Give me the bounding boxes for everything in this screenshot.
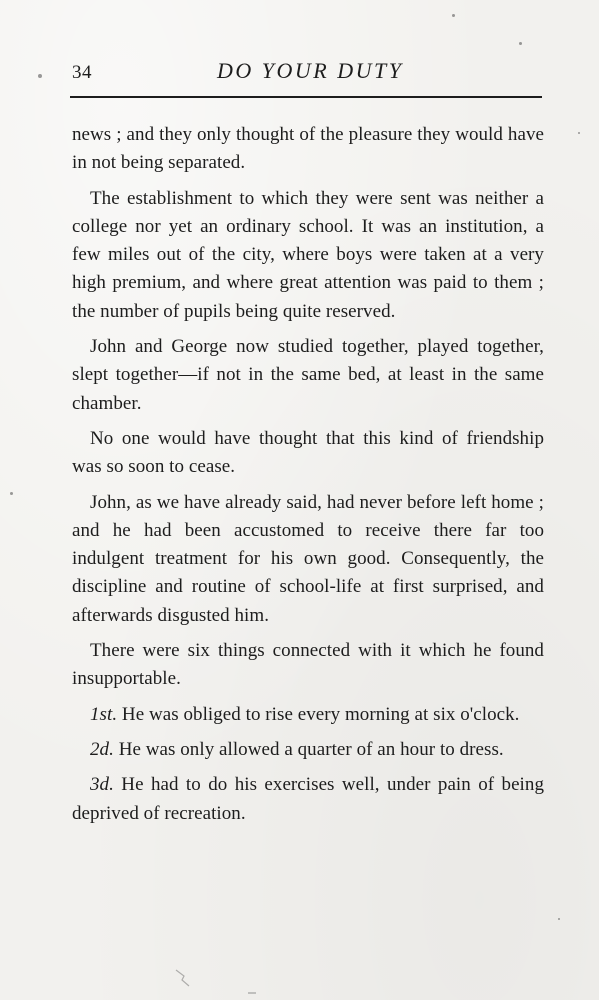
- paragraph: There were six things connected with it which he found insupportable.: [72, 640, 544, 690]
- list-marker: 1st.: [90, 703, 118, 725]
- paragraph: John, as we have already said, had never before left home ; and he had been accustomed to receive there far too indulgent treatment for his own good. Consequently, the discipline and routine of school-life at first surprised, and afterwards disgusted him.: [72, 491, 544, 626]
- paper-speck: [38, 74, 42, 78]
- paper-blemish: [174, 968, 192, 988]
- paragraph-text: He was obliged to rise every morning at six o'clock.: [117, 703, 520, 725]
- body-text: [72, 121, 544, 828]
- page-number: 34: [72, 62, 92, 83]
- list-marker: 2d.: [90, 738, 114, 760]
- paper-speck: [578, 132, 580, 134]
- paragraph: The establishment to which they were sent was neither a college nor yet an ordinary school. It was an institution, a few miles out of the city, where boys were taken at a very high premium, and where great attention was paid to them ; the number of pupils being quite reserved.: [72, 187, 544, 322]
- paragraph: John and George now studied together, played together, slept together—if not in the same bed, at least in the same chamber.: [72, 336, 544, 414]
- paragraph-text: He had to do his exercises well, under pain of being deprived of recreation.: [72, 774, 544, 824]
- paper-speck: [10, 492, 13, 495]
- list-marker: 3d.: [90, 774, 114, 796]
- paper-speck: [519, 42, 522, 45]
- paragraph: No one would have thought that this kind of friendship was so soon to cease.: [72, 427, 544, 478]
- paper-blemish: [248, 992, 256, 994]
- paragraph: [72, 736, 544, 764]
- paper-speck: [452, 14, 455, 17]
- header-rule: [70, 96, 542, 98]
- paper-speck: [558, 918, 560, 920]
- page-header: [72, 54, 542, 94]
- running-title: DO YOUR DUTY: [217, 58, 404, 83]
- paragraph: [72, 771, 544, 828]
- paragraph-text: He was only allowed a quarter of an hour to dress.: [113, 738, 504, 760]
- paragraph: news ; and they only thought of the pleasure they would have in not being separated.: [72, 124, 544, 174]
- paragraph: [72, 701, 544, 729]
